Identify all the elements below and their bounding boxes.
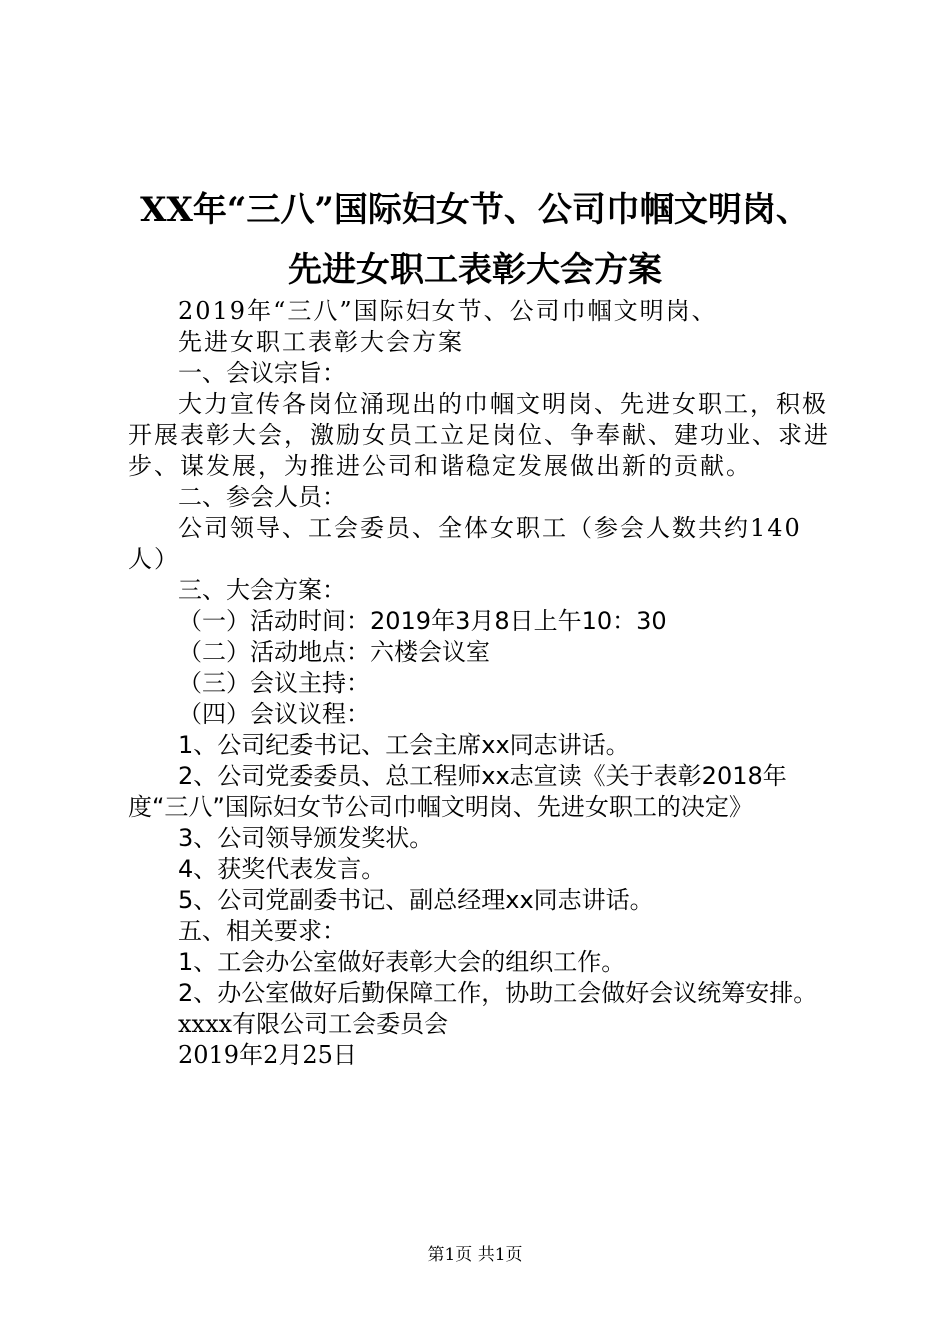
requirement-item-2: 2、办公室做好后勤保障工作，协助工会做好会议统筹安排。: [178, 979, 818, 1007]
plan-time: （一）活动时间：2019年3月8日上午10：30: [178, 607, 667, 635]
agenda-item-3: 3、公司领导颁发奖状。: [178, 824, 434, 852]
plan-host: （三）会议主持：: [178, 669, 370, 697]
requirement-item-1: 1、工会办公室做好表彰大会的组织工作。: [178, 948, 626, 976]
purpose-paragraph: 大力宣传各岗位涌现出的巾帼文明岗、先进女职工，积极开展表彰大会，激励女员工立足岗位、争奉献、建功业、求进步、谋发展，为推进公司和谐稳定发展做出新的贡献。: [128, 390, 830, 480]
agenda-item-2: 2、公司党委委员、总工程师xx志宣读《关于表彰2018年度“三八”国际妇女节公司巾帼文明岗、先进女职工的决定》: [128, 762, 787, 821]
section-heading-plan: 三、大会方案：: [178, 576, 346, 604]
signature-organization: xxxx有限公司工会委员会: [178, 1010, 449, 1038]
agenda-item-1: 1、公司纪委书记、工会主席xx同志讲话。: [178, 731, 630, 759]
plan-location: （二）活动地点：六楼会议室: [178, 638, 490, 666]
plan-agenda-heading: （四）会议议程：: [178, 700, 370, 728]
subtitle-line-2: 先进女职工表彰大会方案: [178, 328, 464, 356]
subtitle-line-1: 2019年“三八”国际妇女节、公司巾帼文明岗、: [178, 297, 718, 325]
document-title-line-2: 先进女职工表彰大会方案: [288, 250, 662, 290]
document-body: [128, 296, 838, 1071]
section-heading-requirements: 五、相关要求：: [178, 917, 346, 945]
signature-date: 2019年2月25日: [178, 1041, 357, 1069]
attendees-paragraph: 公司领导、工会委员、全体女职工（参会人数共约140人）: [128, 514, 802, 573]
agenda-item-4: 4、获奖代表发言。: [178, 855, 386, 883]
page-footer: 第1页 共1页: [427, 1245, 523, 1265]
document-title-line-1: XX年“三八”国际妇女节、公司巾帼文明岗、: [140, 190, 810, 230]
agenda-item-5: 5、公司党副委书记、副总经理xx同志讲话。: [178, 886, 654, 914]
section-heading-attendees: 二、参会人员：: [178, 483, 346, 511]
section-heading-purpose: 一、会议宗旨：: [178, 359, 346, 387]
